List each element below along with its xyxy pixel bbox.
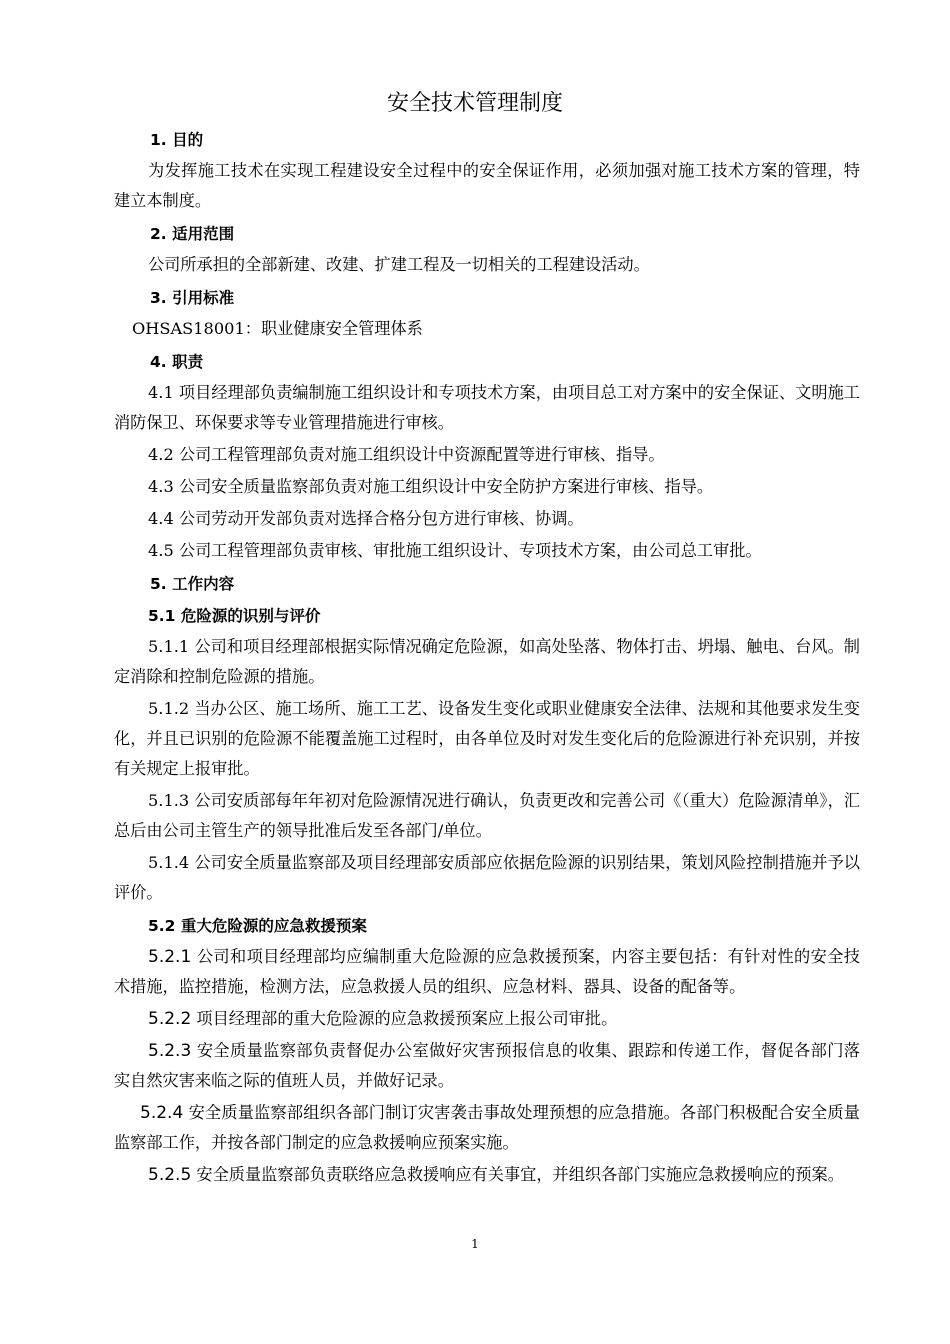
responsibility-item: 4.3 公司安全质量监察部负责对施工组织设计中安全防护方案进行审核、指导。 [148, 477, 714, 496]
emergency-item [114, 1098, 860, 1158]
section-text-standards: OHSAS18001：职业健康安全管理体系 [132, 319, 423, 338]
emergency-item-number: 5.2.4 [140, 1103, 184, 1123]
emergency-item [114, 1036, 860, 1096]
emergency-item [114, 942, 860, 1002]
page-title: 安全技术管理制度 [386, 91, 563, 116]
section-heading-standards: 3. 引用标准 [150, 289, 235, 307]
section-text-scope: 公司所承担的全部新建、改建、扩建工程及一切相关的工程建设活动。 [148, 255, 650, 274]
emergency-item-number: 5.2.5 [148, 1165, 192, 1185]
section-heading-work-content: 5. 工作内容 [150, 575, 235, 593]
page-number: 1 [471, 1237, 479, 1251]
section-heading-responsibilities: 4. 职责 [150, 353, 204, 371]
document-body [114, 124, 860, 1192]
emergency-item-number: 5.2.3 [148, 1041, 192, 1061]
emergency-item-text: 安全质量监察部负责联络应急救援响应有关事宜，并组织各部门实施应急救援响应的预案。 [191, 1165, 844, 1184]
emergency-item-text: 项目经理部的重大危险源的应急救援预案应上报公司审批。 [191, 1009, 618, 1028]
hazard-item: 5.1.4 公司安全质量监察部及项目经理部安质部应依据危险源的识别结果，策划风险控制措施并予以评价。 [114, 853, 860, 902]
emergency-item-text: 安全质量监察部组织各部门制订灾害袭击事故处理预想的应急措施。各部门积极配合安全质量监察部工作，并按各部门制定的应急救援响应预案实施。 [114, 1103, 860, 1152]
emergency-item-number: 5.2.1 [148, 947, 192, 967]
hazard-item: 5.1.3 公司安质部每年年初对危险源情况进行确认，负责更改和完善公司《（重大）危险源清单》，汇总后由公司主管生产的领导批准后发至各部门/单位。 [114, 791, 860, 840]
emergency-item-text: 安全质量监察部负责督促办公室做好灾害预报信息的收集、跟踪和传递工作，督促各部门落实自然灾害来临之际的值班人员，并做好记录。 [114, 1041, 860, 1090]
hazard-item: 5.1.2 当办公区、施工场所、施工工艺、设备发生变化或职业健康安全法律、法规和其他要求发生变化，并且已识别的危险源不能覆盖施工过程时，由各单位及时对发生变化后的危险源进行补充识别，并按有关规定上报审批。 [114, 699, 860, 778]
responsibility-item: 4.4 公司劳动开发部负责对选择合格分包方进行审核、协调。 [148, 509, 584, 528]
emergency-item [114, 1004, 860, 1034]
emergency-item-text: 公司和项目经理部均应编制重大危险源的应急救援预案，内容主要包括：有针对性的安全技术措施，监控措施，检测方法，应急救援人员的组织、应急材料、器具、设备的配备等。 [114, 947, 860, 996]
responsibility-item: 4.2 公司工程管理部负责对施工组织设计中资源配置等进行审核、指导。 [148, 445, 665, 464]
responsibility-item: 4.5 公司工程管理部负责审核、审批施工组织设计、专项技术方案，由公司总工审批。 [148, 541, 762, 560]
section-heading-scope: 2. 适用范围 [150, 225, 235, 243]
emergency-item [114, 1160, 860, 1190]
emergency-item-number: 5.2.2 [148, 1009, 192, 1029]
responsibility-item: 4.1 项目经理部负责编制施工组织设计和专项技术方案，由项目总工对方案中的安全保证、文明施工消防保卫、环保要求等专业管理措施进行审核。 [114, 383, 860, 432]
section-text-purpose: 为发挥施工技术在实现工程建设安全过程中的安全保证作用，必须加强对施工技术方案的管理，特建立本制度。 [114, 161, 860, 210]
hazard-item: 5.1.1 公司和项目经理部根据实际情况确定危险源，如高处坠落、物体打击、坍塌、触电、台风。制定消除和控制危险源的措施。 [114, 637, 860, 686]
subsection-heading-hazard-identification: 5.1 危险源的识别与评价 [148, 607, 321, 625]
subsection-heading-emergency-plan: 5.2 重大危险源的应急救援预案 [148, 917, 367, 935]
section-heading-purpose: 1. 目的 [150, 131, 204, 149]
